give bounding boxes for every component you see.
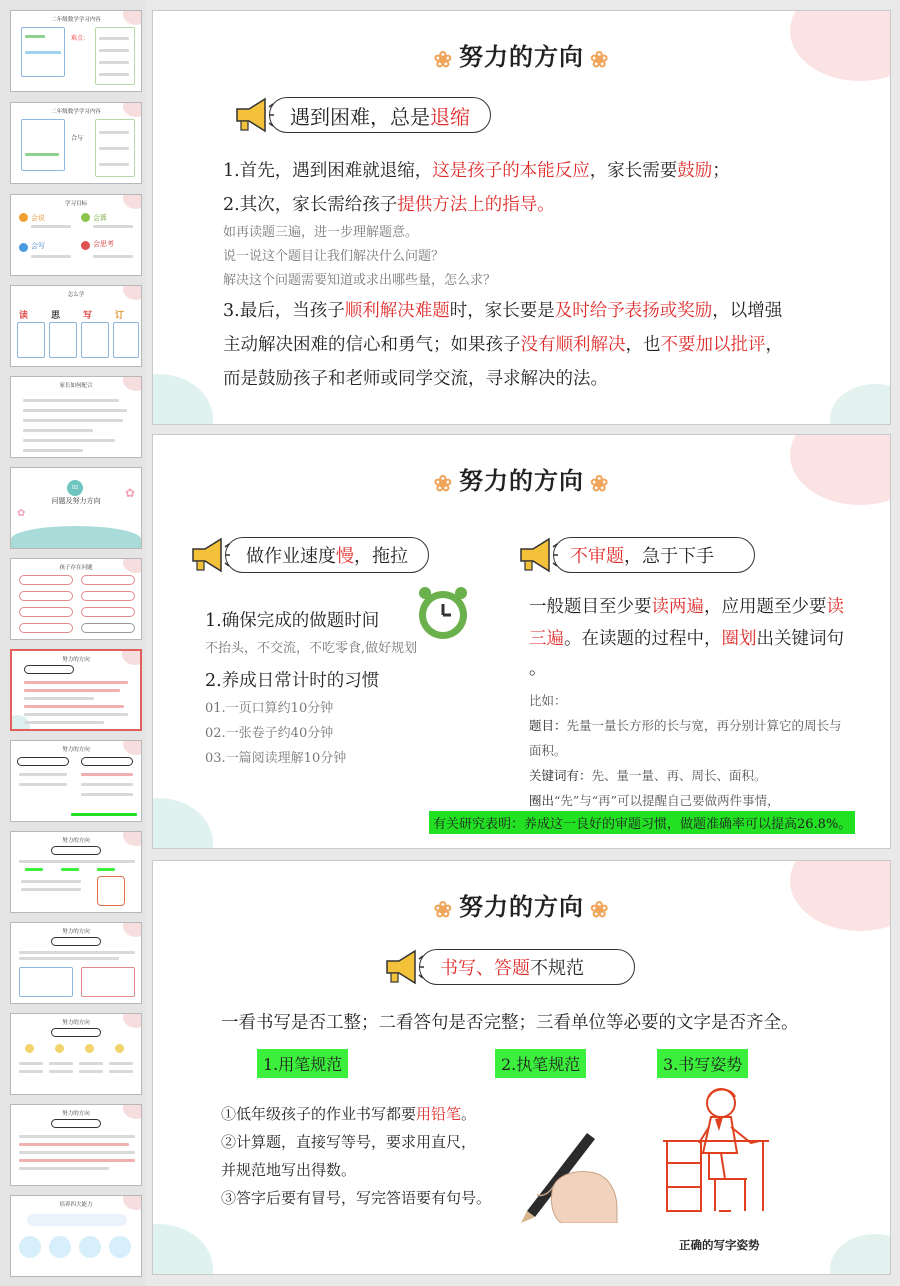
thumb-dot (25, 1044, 34, 1053)
point-1: 1.首先，遇到困难就退缩，这是孩子的本能反应，家长需要鼓励； (223, 161, 730, 181)
thumb-line (79, 1070, 103, 1073)
thumb-item: 会算 (93, 214, 107, 222)
left-point-1: 1.确保完成的做题时间 (205, 611, 380, 631)
flower-icon: ✿ (17, 508, 26, 519)
thumb-line (97, 868, 115, 871)
point-3-cont: 主动解决困难的信心和勇气；如果孩子没有顺利解决，也不要加以批评， (223, 335, 783, 355)
thumb-dot (81, 241, 90, 250)
slide-thumbnail-8[interactable] (10, 649, 142, 731)
thumb-figure (97, 876, 125, 906)
thumb-line (79, 1062, 103, 1065)
thumb-pill (81, 623, 135, 633)
thumb-line (99, 61, 129, 64)
point-3: 3.最后，当孩子顺利解决难题时，家长要是及时给予表扬或奖励，以增强 (223, 301, 783, 321)
thumb-line (23, 449, 83, 452)
thumb-title: 学习目标 (64, 201, 87, 207)
thumb-line (21, 880, 81, 883)
slide-thumbnail-13[interactable] (10, 1104, 142, 1186)
slide-3 (152, 860, 891, 1275)
thumb-dot (85, 1044, 94, 1053)
thumb-pill (81, 607, 135, 617)
thumb-box (95, 27, 135, 85)
thumb-line (99, 147, 129, 150)
thumb-pill (19, 591, 73, 601)
rule-1: ①低年级孩子的作业书写都要用铅笔。 (221, 1105, 477, 1123)
thumb-title: 努力的方向 (62, 1111, 90, 1117)
thumb-line (19, 1135, 135, 1138)
thumb-box (19, 967, 73, 997)
thumb-pill (19, 607, 73, 617)
slide-thumbnail-panel (0, 0, 146, 1286)
posture-caption: 正确的写字姿势 (679, 1238, 760, 1252)
thumb-item: 思 (51, 311, 61, 321)
point-2: 2.其次，家长需给孩子提供方法上的指导。 (223, 195, 555, 215)
hint-3: 解决这个问题需要知道或求出哪些量，怎么求？ (223, 273, 497, 288)
tag-pen-grip: 2.执笔规范 (495, 1049, 586, 1078)
thumb-line (19, 1167, 109, 1170)
rule-2: ②计算题，直接写等号，要求用直尺， (221, 1133, 477, 1151)
thumb-title: 二年级数学学习内容 (51, 109, 101, 115)
example-question-cont: 面积。 (529, 743, 567, 758)
thumb-line (25, 868, 43, 871)
thumb-line (81, 783, 133, 786)
left-item-1: 01.一页口算约10分钟 (205, 701, 334, 716)
thumb-box (81, 322, 109, 358)
point-3-end: 而是鼓励孩子和老师或同学交流，寻求解决的法。 (223, 369, 608, 389)
thumb-line (81, 773, 133, 776)
thumb-title: 努力的方向 (62, 838, 90, 844)
thumb-line (99, 131, 129, 134)
right-line-3: 。 (529, 659, 547, 679)
thumb-box (21, 119, 65, 171)
topic-badge (231, 95, 491, 135)
thumb-line (93, 255, 133, 258)
slide-title (153, 37, 890, 73)
right-line-2: 三遍。在读题的过程中，圈划出关键词句 (529, 629, 844, 649)
thumb-box (81, 967, 135, 997)
thumb-line (19, 951, 135, 954)
alarm-clock-icon (415, 585, 471, 641)
topic-pill: 书写、答题 不规范 (419, 949, 635, 985)
megaphone-icon (515, 535, 559, 575)
decor-blob (830, 384, 891, 425)
slide-title-text: 努力的方向 (459, 892, 584, 921)
thumb-line (19, 1151, 135, 1154)
slide-title-text: 努力的方向 (459, 466, 584, 495)
thumb-line (19, 1070, 43, 1073)
thumb-item: 写 (83, 311, 93, 321)
hint-1: 如再读题三遍，进一步理解题意。 (223, 225, 419, 240)
thumb-pill (17, 757, 69, 766)
thumb-line (109, 1062, 133, 1065)
topic-badge-right (515, 535, 755, 575)
rule-3: ③答字后要有冒号，写完答语要有句号。 (221, 1189, 492, 1207)
slide-thumbnail-14[interactable] (10, 1195, 142, 1277)
decor-blob (830, 1234, 891, 1275)
thumb-title: 家长如何配合 (59, 383, 93, 389)
thumb-line (23, 399, 119, 402)
thumb-line (23, 429, 93, 432)
thumb-banner (27, 1214, 127, 1226)
decor-blob (152, 798, 213, 849)
left-point-1-sub: 不抬头，不交流，不吃零食,做好规划 (205, 641, 418, 656)
thumb-pill (19, 575, 73, 585)
thumb-line (49, 1062, 73, 1065)
thumb-pill (19, 623, 73, 633)
thumb-line (31, 225, 71, 228)
tag-writing-posture: 3.书写姿势 (657, 1049, 748, 1078)
thumb-line (25, 153, 59, 156)
decor-ground (11, 526, 141, 548)
thumb-line (24, 705, 124, 708)
thumb-title: 努力的方向 (62, 747, 90, 753)
decor-blob (152, 374, 213, 425)
thumb-line (19, 1062, 43, 1065)
thumb-tag: 难点： (71, 35, 90, 42)
slide-title (153, 461, 890, 497)
thumb-item: 会写 (31, 242, 45, 250)
thumb-dot (109, 1236, 131, 1258)
thumb-pill (51, 846, 101, 855)
thumb-line (31, 255, 71, 258)
slide-thumbnail-6[interactable] (10, 467, 142, 549)
megaphone-icon (231, 95, 275, 135)
example-keywords: 关键词有：先、量一量、再、周长、面积。 (529, 768, 767, 783)
thumb-pill (51, 1119, 101, 1128)
thumb-dot (19, 213, 28, 222)
thumb-pill (51, 1028, 101, 1037)
left-item-3: 03.一篇阅读理解10分钟 (205, 751, 347, 766)
writing-posture-illustration (659, 1083, 779, 1231)
flower-icon: ✿ (124, 486, 135, 500)
thumb-line (25, 35, 45, 38)
thumb-item: 会思考 (93, 240, 114, 248)
left-item-2: 02.一张卷子约40分钟 (205, 726, 334, 741)
thumb-pill (81, 575, 135, 585)
thumb-pill (81, 757, 133, 766)
example-circle: 圈出“先”与“再”可以提醒自己要做两件事情， (529, 793, 780, 808)
flower-icon: ❀ (433, 471, 453, 497)
thumb-line (24, 697, 94, 700)
thumb-dot (79, 1236, 101, 1258)
thumb-title: 怎么学 (67, 292, 85, 298)
topic-pill: 做作业速度 慢 ，拖拉 (225, 537, 429, 573)
thumb-line (24, 721, 104, 724)
thumb-dot (19, 1236, 41, 1258)
example-question: 题目：先量一量长方形的长与宽，再分别计算它的周长与 (529, 718, 842, 733)
thumb-title: 二年级数学学习内容 (51, 17, 101, 23)
topic-pill (269, 97, 491, 133)
thumb-line (61, 868, 79, 871)
thumb-dot (115, 1044, 124, 1053)
thumb-dot (49, 1236, 71, 1258)
thumb-line (19, 783, 67, 786)
thumb-line (21, 888, 81, 891)
megaphone-icon (381, 947, 425, 987)
topic-keyword: 退缩 (430, 104, 470, 129)
thumb-box (49, 322, 77, 358)
topic-pill: 不审题 ，急于下手 (553, 537, 755, 573)
thumb-title: 孩子存在问题 (59, 565, 93, 571)
thumb-line (19, 773, 67, 776)
research-highlight: 有关研究表明：养成这一良好的审题习惯，做题准确率可以提高26.8%。 (429, 811, 855, 834)
thumb-title: 培养四大能力 (59, 1202, 93, 1208)
thumb-tag: 合与 (71, 135, 84, 142)
thumb-title: 努力的方向 (62, 657, 90, 663)
flower-icon: ❀ (433, 47, 453, 73)
megaphone-icon (187, 535, 231, 575)
thumb-line (24, 713, 128, 716)
thumb-item: 读 (19, 311, 29, 321)
thumb-pill (51, 937, 101, 946)
thumb-line (24, 681, 128, 684)
thumb-section-title: 问题及努力方向 (51, 497, 101, 505)
rule-2-cont: 并规范地写出得数。 (221, 1161, 357, 1179)
thumb-line (71, 813, 137, 816)
thumb-line (99, 73, 129, 76)
flower-icon: ❀ (590, 897, 610, 923)
thumb-line (25, 51, 61, 54)
thumb-line (99, 49, 129, 52)
thumb-dot (19, 243, 28, 252)
flower-icon: ❀ (590, 47, 610, 73)
thumb-title: 努力的方向 (62, 929, 90, 935)
example-label: 比如： (529, 693, 567, 708)
thumb-line (23, 409, 127, 412)
thumb-line (19, 1159, 135, 1162)
thumb-line (19, 1143, 129, 1146)
tag-pen-usage: 1.用笔规范 (257, 1049, 348, 1078)
topic-badge (381, 947, 635, 987)
thumb-line (19, 957, 119, 960)
slide-2 (152, 434, 891, 849)
right-line-1: 一般题目至少要读两遍，应用题至少要读 (529, 597, 844, 617)
thumb-line (23, 439, 115, 442)
thumb-item: 订 (115, 311, 125, 321)
slide-thumbnail-2[interactable] (10, 102, 142, 184)
thumb-pill (24, 665, 74, 674)
flower-icon: ❀ (433, 897, 453, 923)
slide-thumbnail-3[interactable] (10, 194, 142, 276)
slide-thumbnail-1[interactable] (10, 10, 142, 92)
thumb-box (113, 322, 139, 358)
thumb-title: 努力的方向 (62, 1020, 90, 1026)
slide-thumbnail-4[interactable] (10, 285, 142, 367)
thumb-line (109, 1070, 133, 1073)
decor-blob (152, 1224, 213, 1275)
slide-title (153, 887, 890, 923)
thumb-section-number: 02 (67, 480, 83, 496)
slide-thumbnail-9[interactable] (10, 740, 142, 822)
thumb-line (49, 1070, 73, 1073)
topic-text: 遇到困难，总是 (290, 104, 430, 129)
slide-thumbnail-5[interactable] (10, 376, 142, 458)
thumb-line (99, 37, 129, 40)
thumb-pill (81, 591, 135, 601)
thumb-line (99, 163, 129, 166)
thumb-line (24, 689, 120, 692)
thumb-item: 会说 (31, 214, 45, 222)
slide-thumbnail-7[interactable] (10, 558, 142, 640)
thumb-line (19, 860, 135, 863)
slide-thumbnail-12[interactable] (10, 1013, 142, 1095)
hand-pencil-illustration (509, 1113, 619, 1223)
thumb-dot (81, 213, 90, 222)
left-point-2: 2.养成日常计时的习惯 (205, 671, 380, 691)
thumb-line (81, 793, 133, 796)
intro-text: 一看书写是否工整；二看答句是否完整；三看单位等必要的文字是否齐全。 (221, 1013, 799, 1033)
slide-thumbnail-11[interactable] (10, 922, 142, 1004)
thumb-line (23, 419, 123, 422)
slide-thumbnail-10[interactable] (10, 831, 142, 913)
flower-icon: ❀ (590, 471, 610, 497)
hint-2: 说一说这个题目让我们解决什么问题？ (223, 249, 445, 264)
thumb-line (93, 225, 133, 228)
thumb-dot (55, 1044, 64, 1053)
slide-title-text: 努力的方向 (459, 42, 584, 71)
thumb-box (17, 322, 45, 358)
topic-badge-left (187, 535, 429, 575)
slide-1 (152, 10, 891, 425)
